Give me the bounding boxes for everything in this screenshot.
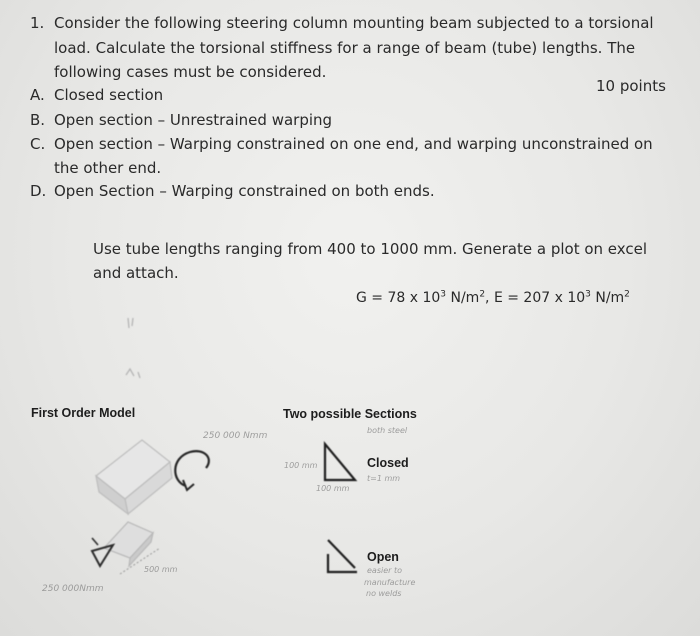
support-element — [104, 522, 153, 566]
length-label: 500 mm — [144, 565, 178, 574]
closed-section-label: Closed — [367, 456, 409, 470]
g-exp: 3 — [440, 289, 447, 300]
instruction-line-2: and attach. — [93, 264, 179, 282]
option-c-cont: the other end. — [54, 159, 162, 177]
note-thickness: t=1 mm — [367, 474, 401, 483]
e-unit-exp: 2 — [624, 289, 630, 300]
option-c-text: Open section – Warping constrained on one end, and warping unconstrained on — [54, 135, 653, 153]
points-label: 10 points — [596, 77, 666, 95]
bottom-load-label: 250 000Nmm — [42, 584, 104, 594]
note-easier-to: easier to — [367, 566, 402, 575]
g-unit-exp: 2 — [479, 289, 486, 300]
torque-arrow-icon — [175, 451, 209, 486]
dim-100-bottom: 100 mm — [316, 484, 350, 493]
option-d-letter: D. — [30, 182, 47, 200]
option-a-letter: A. — [30, 86, 45, 104]
question-line-2: load. Calculate the torsional stiffness for a range of beam (tube) lengths. The — [54, 39, 636, 57]
constants-separator: , — [485, 290, 494, 306]
question-number: 1. — [30, 14, 45, 32]
option-b-letter: B. — [30, 111, 46, 129]
g-modulus-text: G = 78 x 10 — [356, 290, 441, 306]
open-section-icon — [328, 540, 357, 572]
dim-100-side: 100 mm — [284, 461, 318, 470]
e-modulus-text: E = 207 x 10 — [493, 290, 586, 306]
e-unit: N/m — [590, 290, 625, 306]
note-no-welds: no welds — [366, 589, 402, 598]
option-c-letter: C. — [30, 135, 46, 153]
closed-section-icon — [325, 444, 355, 480]
e-exp: 3 — [585, 289, 591, 300]
open-section-label: Open — [367, 550, 399, 564]
right-figure-title: Two possible Sections — [283, 407, 417, 421]
torque-label: 250 000 Nmm — [203, 431, 268, 441]
left-figure-title: First Order Model — [31, 406, 136, 420]
g-unit: N/m — [446, 290, 480, 306]
note-both-steel: both steel — [367, 426, 408, 435]
note-manufacture: manufacture — [364, 578, 416, 587]
question-line-3: following cases must be considered. — [54, 63, 327, 81]
option-d-text: Open Section – Warping constrained on both ends. — [54, 182, 435, 200]
faint-artifact-marks — [126, 318, 140, 378]
instruction-line-1: Use tube lengths ranging from 400 to 1000 mm. Generate a plot on excel — [93, 240, 648, 258]
option-b-text: Open section – Unrestrained warping — [54, 111, 333, 129]
option-a-text: Closed section — [54, 86, 164, 104]
beam-model — [96, 440, 172, 514]
question-line-1: Consider the following steering column mounting beam subjected to a torsional — [54, 14, 654, 32]
